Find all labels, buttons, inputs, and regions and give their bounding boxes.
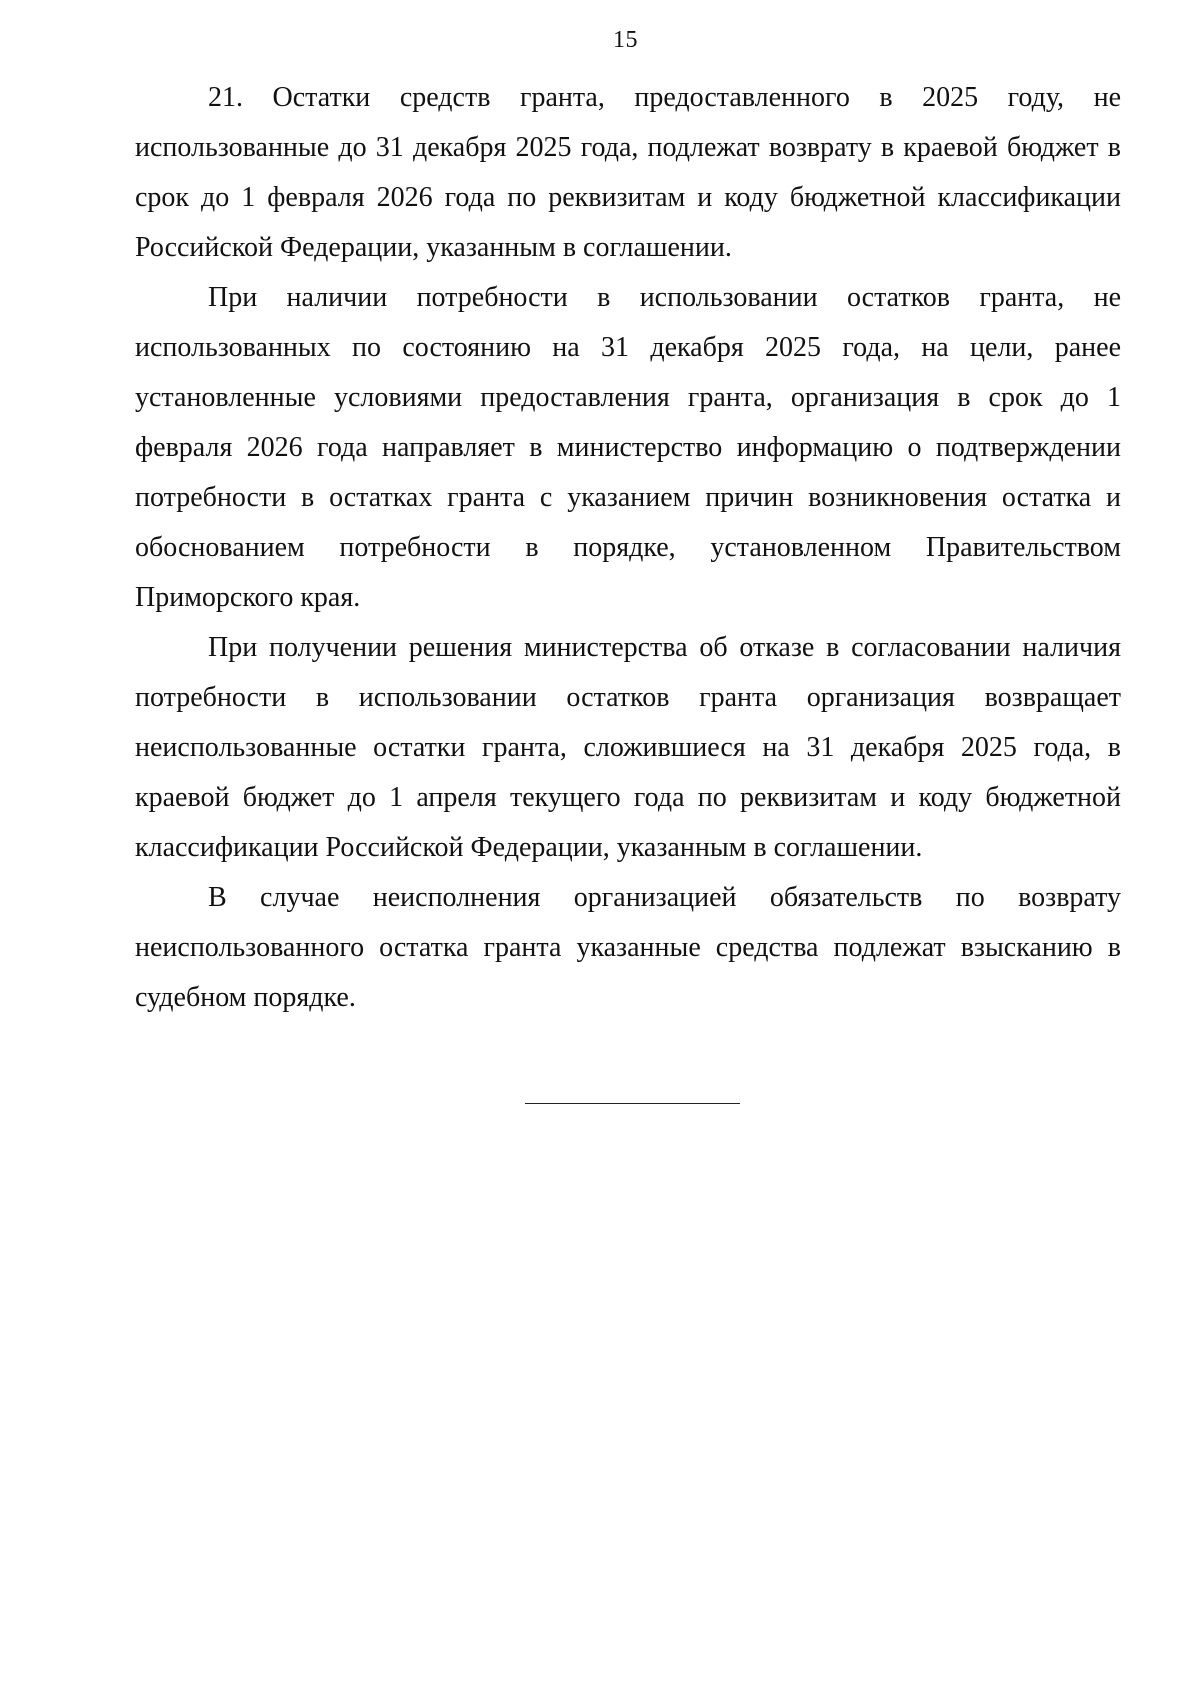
paragraph-judicial-recovery: В случае неисполнения организацией обязательств по возврату неиспользованного остатка гранта указанные средства подлежат взысканию в судебном порядке.	[135, 882, 1121, 1013]
paragraph-refusal-return: При получении решения министерства об отказе в согласовании наличия потребности в использовании остатков гранта организация возвращает неиспользованные остатки гранта, сложившиеся на 31 декабря 2025 года, в краевой бюджет до 1 апреля текущего года по реквизитам и коду бюджетной классификации Российской Федерации, указанным в соглашении.	[135, 632, 1121, 863]
document-body	[135, 73, 1121, 1023]
page-number: 15	[613, 27, 638, 53]
paragraph-clause-21: 21. Остатки средств гранта, предоставленного в 2025 году, не использованные до 31 декабря 2025 года, подлежат возврату в краевой бюджет в срок до 1 февраля 2026 года по реквизитам и коду бюджетной классификации Российской Федерации, указанным в соглашении.	[135, 82, 1121, 263]
paragraph-remaining-need: При наличии потребности в использовании остатков гранта, не использованных по состоянию на 31 декабря 2025 года, на цели, ранее установленные условиями предоставления гранта, организация в срок до 1 февраля 2026 года направляет в министерство информацию о подтверждении потребности в остатках гранта с указанием причин возникновения остатка и обоснованием потребности в порядке, установленном Правительством Приморского края.	[135, 282, 1121, 613]
end-separator-line	[525, 1103, 740, 1104]
